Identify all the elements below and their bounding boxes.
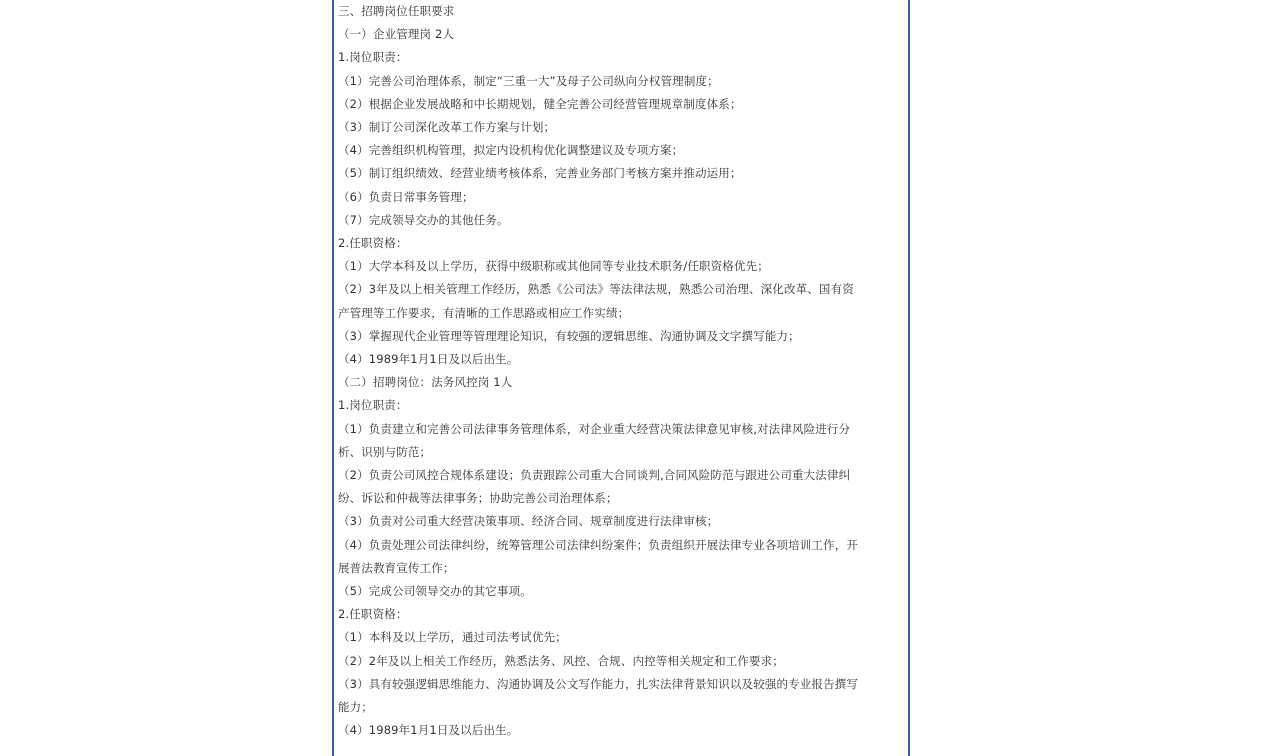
list-item-continuation: 纷、诉讼和仲裁等法律事务；协助完善公司治理体系； (338, 491, 618, 506)
list-item-continuation: 产管理等工作要求，有清晰的工作思路或相应工作实绩； (338, 305, 630, 320)
section-heading: 三、招聘岗位任职要求 (338, 4, 455, 18)
list-item: （4）1989年1月1日及以后出生。 (338, 352, 519, 367)
list-item: （4）负责处理公司法律纠纷，统筹管理公司法律纠纷案件；负责组织开展法律专业各项培训工作，开 (338, 537, 859, 552)
list-item: （6）负责日常事务管理； (338, 189, 474, 204)
list-item: （1）完善公司治理体系，制定“三重一大”及母子公司纵向分权管理制度； (338, 73, 719, 88)
position-title: （一）企业管理岗 2人 (338, 27, 455, 42)
article-body (332, 0, 910, 756)
list-item-continuation: 展普法教育宣传工作； (338, 560, 455, 575)
list-item: （4）1989年1月1日及以后出生。 (338, 723, 519, 738)
list-item: （5）制订组织绩效、经营业绩考核体系，完善业务部门考核方案并推动运用； (338, 166, 742, 181)
subheading-qualifications: 2.任职资格： (338, 236, 408, 251)
list-item: （3）负责对公司重大经营决策事项、经济合同、规章制度进行法律审核； (338, 514, 719, 529)
subheading-duties: 1.岗位职责： (338, 398, 408, 413)
list-item: （1）大学本科及以上学历，获得中级职称或其他同等专业技术职务/任职资格优先； (338, 259, 769, 274)
list-item: （5）完成公司领导交办的其它事项。 (338, 584, 532, 599)
list-item: （1）负责建立和完善公司法律事务管理体系，对企业重大经营决策法律意见审核,对法律风险进行分 (338, 421, 851, 436)
list-item: （4）完善组织机构管理，拟定内设机构优化调整建议及专项方案； (338, 143, 684, 158)
list-item-continuation: 能力； (338, 700, 373, 715)
list-item: （7）完成领导交办的其他任务。 (338, 212, 509, 227)
list-item-continuation: 析、识别与防范； (338, 444, 432, 459)
list-item: （3）具有较强逻辑思维能力、沟通协调及公文写作能力，扎实法律背景知识以及较强的专业报告撰写 (338, 676, 859, 691)
position-title: （二）招聘岗位：法务风控岗 1人 (338, 375, 513, 390)
subheading-duties: 1.岗位职责： (338, 50, 408, 65)
list-item: （2）根据企业发展战略和中长期规划，健全完善公司经营管理规章制度体系； (338, 96, 742, 111)
list-item: （2）负责公司风控合规体系建设；负责跟踪公司重大合同谈判,合同风险防范与跟进公司重大法律纠 (338, 468, 851, 483)
list-item: （2）3年及以上相关管理工作经历，熟悉《公司法》等法律法规，熟悉公司治理、深化改革、国有资 (338, 282, 854, 297)
list-item: （1）本科及以上学历，通过司法考试优先； (338, 630, 567, 645)
list-item: （3）掌握现代企业管理等管理理论知识，有较强的逻辑思维、沟通协调及文字撰写能力； (338, 328, 800, 343)
subheading-qualifications: 2.任职资格： (338, 607, 408, 622)
list-item: （3）制订公司深化改革工作方案与计划； (338, 120, 556, 135)
list-item: （2）2年及以上相关工作经历，熟悉法务、风控、合规、内控等相关规定和工作要求； (338, 653, 784, 668)
